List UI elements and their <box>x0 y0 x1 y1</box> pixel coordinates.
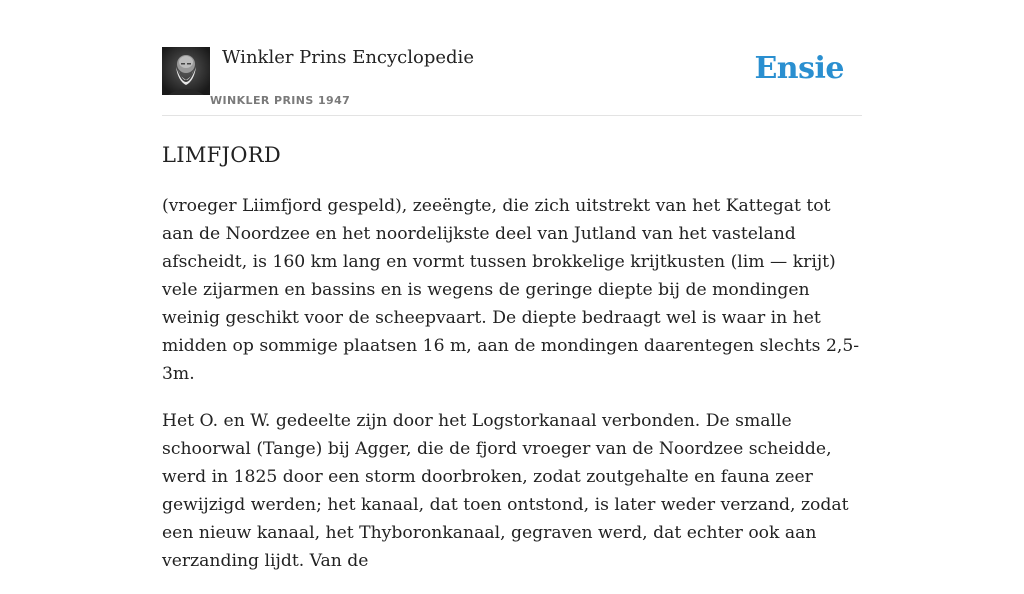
source-avatar[interactable] <box>162 47 210 95</box>
brand-logo-link[interactable]: Ensie <box>754 51 844 86</box>
page-title: LIMFJORD <box>162 143 281 167</box>
article-paragraph: Het O. en W. gedeelte zijn door het Logstorkanaal verbonden. De smalle schoorwal (Tange) bij Agger, die de fjord vroeger van de Noordzee scheidde, werd in 1825 door een storm doorbroken, zodat zoutgehalte en fauna zeer gewijzigd werden; het kanaal, dat toen ontstond, is later weder verzand, zodat een nieuw kanaal, het Thyboronkanaal, gegraven werd, dat echter ook aan verzanding lijdt. Van de <box>162 411 849 571</box>
bearded-portrait-icon <box>162 47 210 95</box>
source-title[interactable]: Winkler Prins Encyclopedie <box>222 47 474 68</box>
source-subtitle: WINKLER PRINS 1947 <box>210 94 351 107</box>
article-paragraph: (vroeger Liimfjord gespeld), zeeëngte, die zich uitstrekt van het Kattegat tot aan de Noordzee en het noordelijkste deel van Jutland van het vasteland afscheidt, is 160 km lang en vormt tussen brokkelige krijtkusten (lim — krijt) vele zijarmen en bassins en is wegens de geringe diepte bij de mondingen weinig geschikt voor de scheepvaart. De diepte bedraagt wel is waar in het midden op sommige plaatsen 16 m, aan de mondingen daarentegen slechts 2,5-3m. <box>162 196 860 384</box>
source-header <box>162 0 862 116</box>
article-body <box>162 192 864 594</box>
article-page <box>162 0 862 571</box>
